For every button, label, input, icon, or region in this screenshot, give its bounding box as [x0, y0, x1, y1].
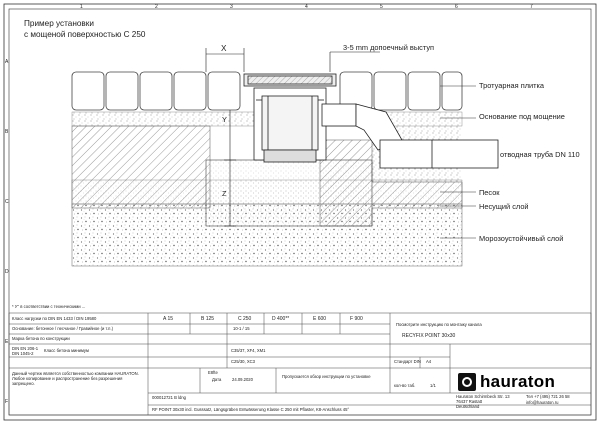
drawing-subtitle: с мощеной поверхностью C 250 [24, 30, 146, 39]
label-bearing: Несущий слой [479, 202, 529, 211]
drawing-number: 000012721 B ldng [152, 395, 186, 400]
dimension-z: Z [222, 189, 227, 198]
concrete-grade-label: Марка бетона по конструкции [12, 336, 70, 341]
logo-wordmark: hauraton [480, 372, 556, 391]
frame-letter: A [5, 59, 9, 65]
frame-letter: E [5, 339, 9, 345]
purpose-text: Пропускается обзор инструкции по установке [282, 374, 371, 379]
frame-number: 4 [305, 4, 308, 10]
standard-value: A4 [426, 359, 432, 364]
dimension-y: Y [222, 115, 227, 124]
standard-label: Стандарт DIN [394, 359, 421, 364]
label-pipe: отводная труба DN 110 [500, 150, 580, 159]
date-value: 24.09.2020 [232, 377, 253, 382]
din-en-206: DIN EN 206-1 [12, 346, 39, 351]
dimension-x: X [221, 44, 227, 53]
load-class-label: Класс нагрузки по DIN EN 1433 / DIN 19580 [12, 316, 97, 321]
footnote: * У'' в соответствии с техническими ... [12, 304, 86, 309]
frame-number: 3 [230, 4, 233, 10]
din-1045: DIN 1045-2 [12, 351, 34, 356]
company-address-2: 76437 Rastatt [456, 399, 483, 404]
company-tel: Тел +7 (495) 721 26 58 [526, 394, 570, 399]
product-heading: Посмотрите инструкцию по монтажу канала [396, 322, 482, 327]
base-value: 10-1 / 15 [233, 326, 250, 331]
company-address-3: Deutschland [456, 404, 480, 409]
load-class-f900: F 900 [350, 316, 363, 322]
company-address-1: Hauraton Schirmbeck Str. 13 [456, 394, 510, 399]
hauraton-mark-icon [458, 373, 476, 391]
concrete-value-2: С25/30, XC3 [231, 359, 255, 364]
scale-value: E8fte [208, 370, 218, 375]
frame-number: 5 [380, 4, 383, 10]
load-class-b125: B 125 [201, 316, 215, 322]
concrete-value-1: С35/37, XF4, XM1 [231, 348, 266, 353]
load-class-c250: C 250 [238, 316, 252, 322]
frame-number: 1 [80, 4, 83, 10]
frame-letter: B [5, 129, 9, 135]
hauraton-logo [458, 372, 576, 392]
drawing-title: Пример установки [24, 19, 94, 28]
label-tile: Тротуарная плитка [479, 81, 545, 90]
label-base: Основание под мощение [479, 112, 565, 121]
label-frost: Морозоустойчивый слой [479, 234, 564, 243]
company-mail: info@hauraton.ru [526, 400, 559, 405]
load-class-e600: E 600 [313, 316, 327, 322]
sheet-value: 1/1 [430, 383, 436, 388]
frame-letter: D [5, 269, 9, 275]
legal-notes: Данный чертеж является собственностью компании HAURATON. Любое копирование и распространение без разрешения запрещено. [12, 371, 139, 386]
load-class-d400: D 400** [272, 316, 290, 322]
load-class-a15: A 15 [163, 316, 174, 322]
concrete-bed [206, 160, 372, 226]
frame-letter: C [5, 199, 9, 205]
date-label: Дата [212, 377, 222, 382]
label-sand: Песок [479, 188, 500, 197]
product-description: RF POINT 30x30 incl. Gusssatz, Längsgräben Entwässerung Klasse C 250 mit Pflaster, K8-Anschluss 45° [152, 407, 350, 412]
frame-number: 7 [530, 4, 533, 10]
concrete-min-label: Класс бетона минимум [44, 348, 89, 353]
concrete-left [72, 126, 210, 208]
dimension-note: 3-5 mm допоечный выступ [343, 43, 435, 52]
product-name: RECYFIX POINT 30x30 [402, 333, 456, 339]
sheet-label: кол-во таб. [394, 383, 416, 388]
frame-number: 6 [455, 4, 458, 10]
base-label: Основание: бетонное / песчаное / Гравийное (и т.п.) [12, 326, 114, 331]
frame-number: 2 [155, 4, 158, 10]
frame-letter: F [5, 399, 9, 405]
